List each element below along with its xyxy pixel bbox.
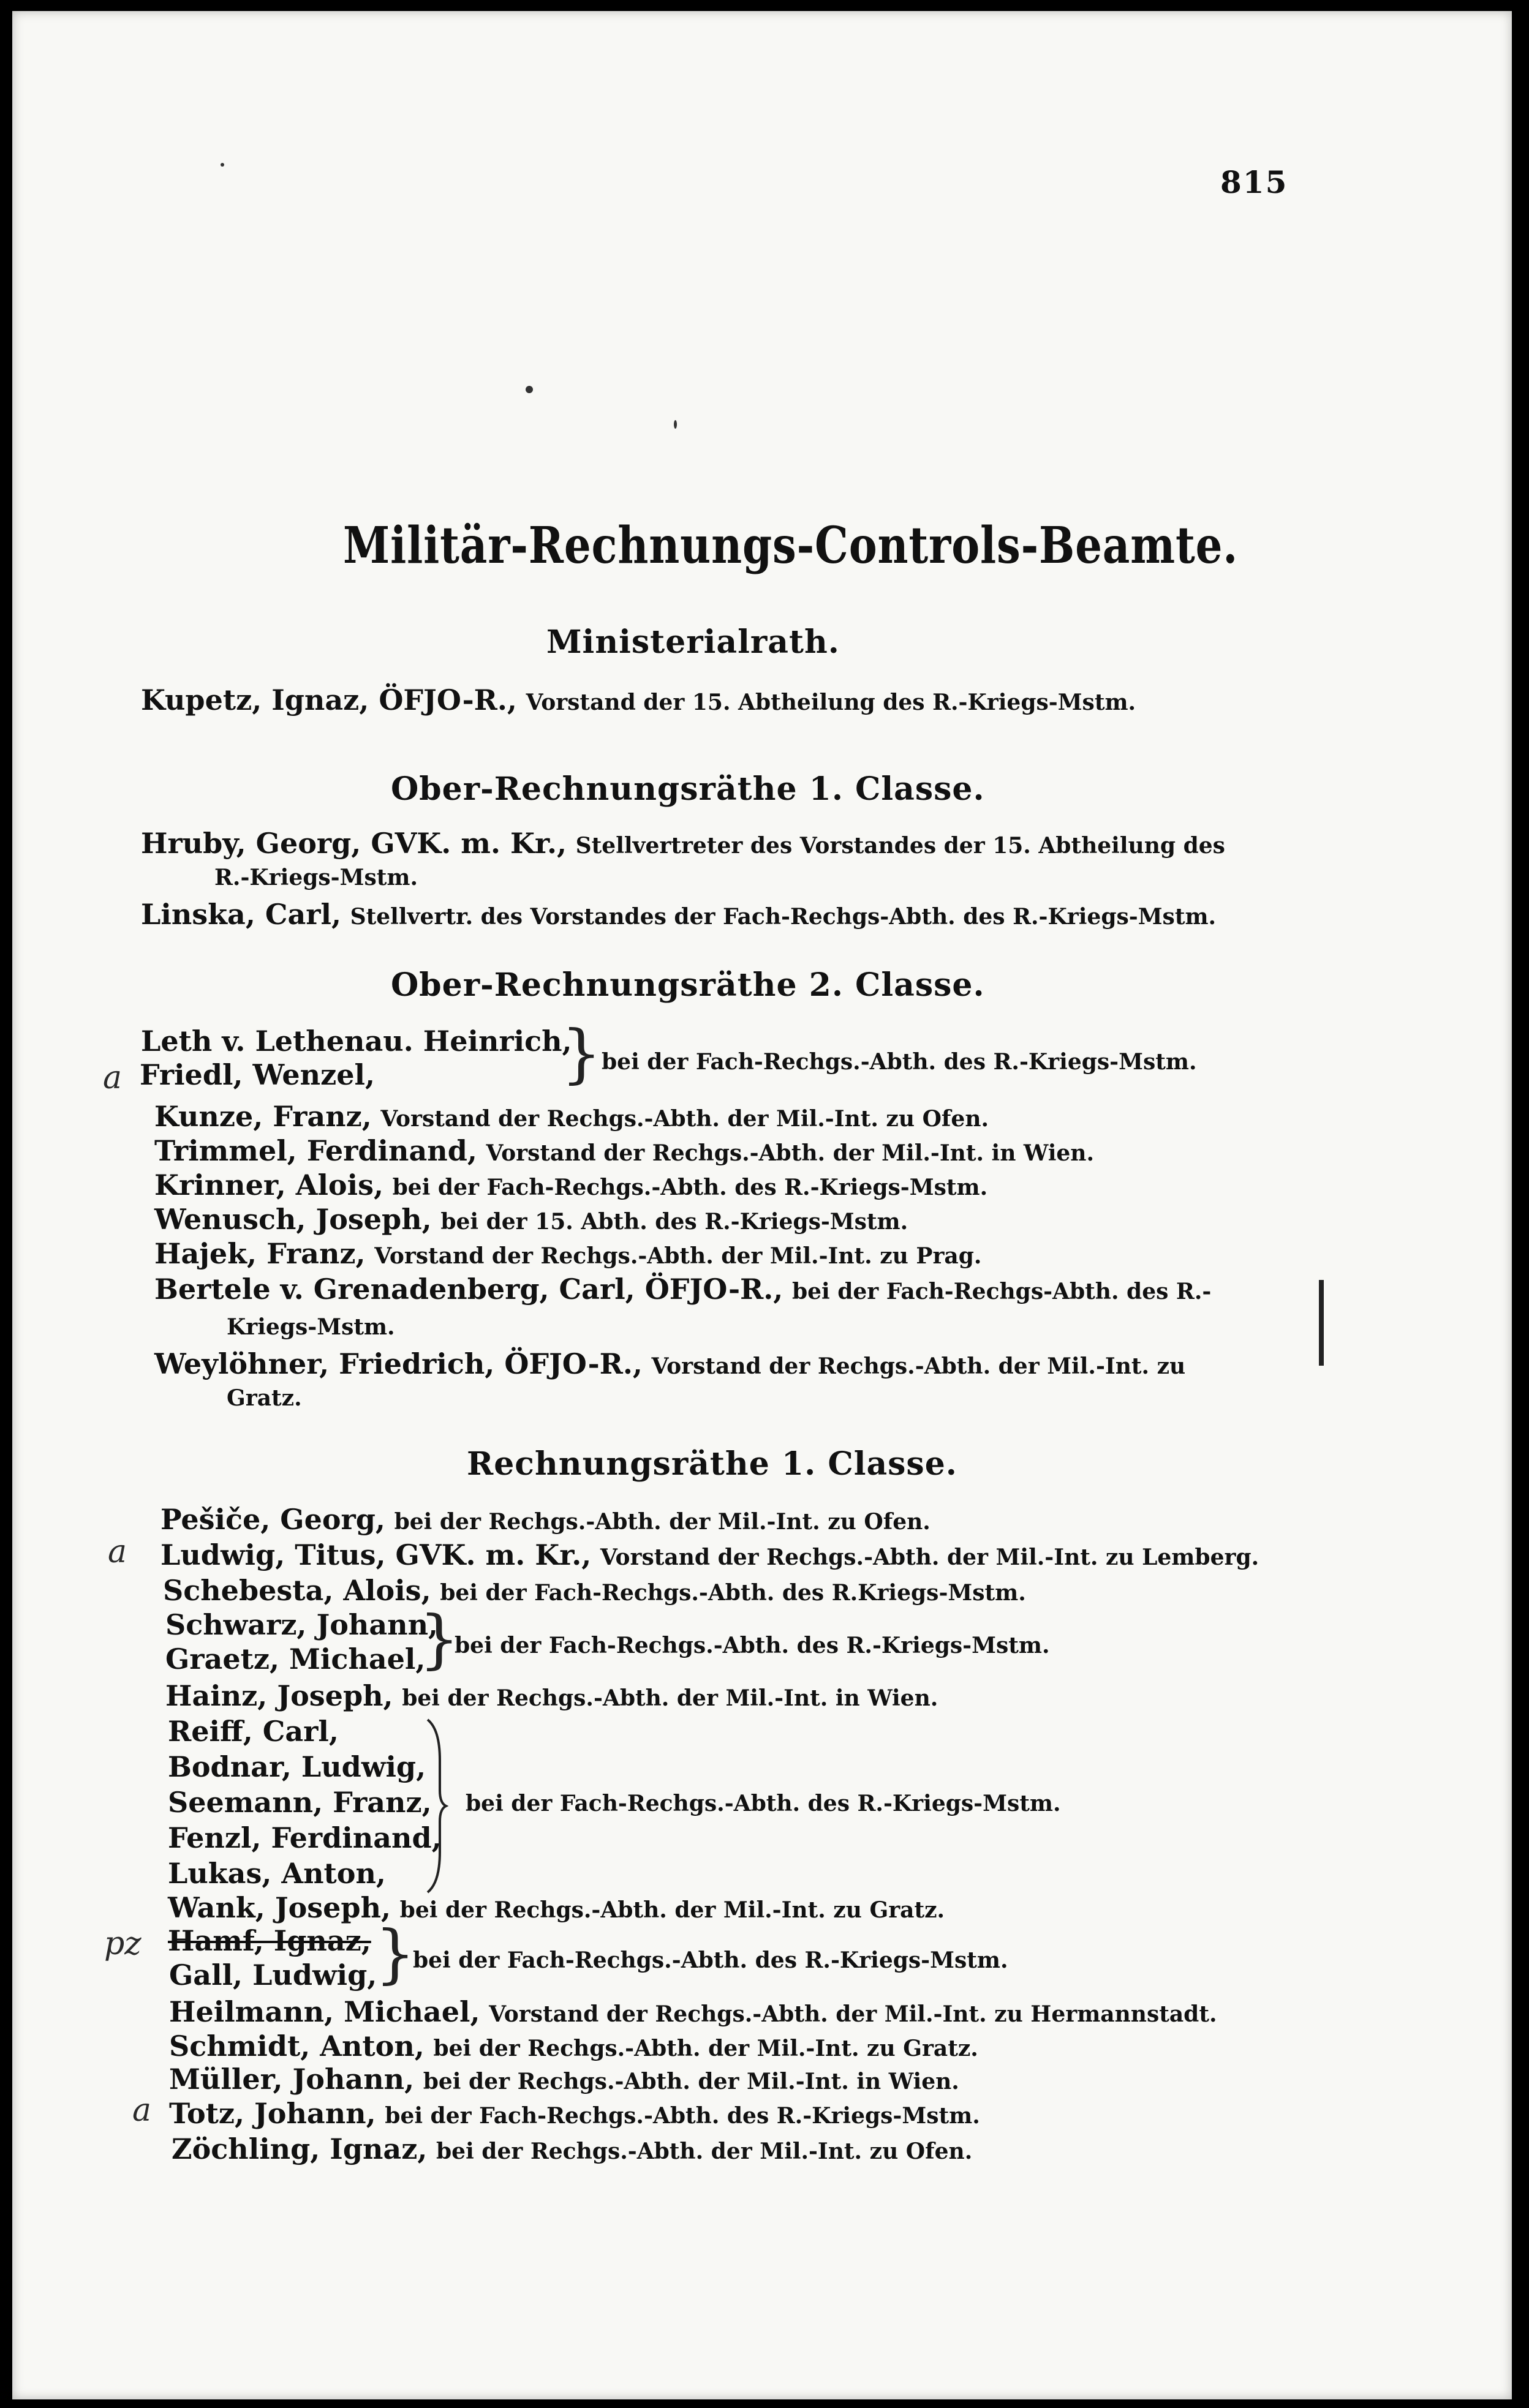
brace: } (375, 1916, 416, 1991)
section-heading: Rechnungsräthe 1. Classe. (467, 1445, 957, 1483)
group-desc: bei der Fach-Rechgs.-Abth. des R.-Kriegs-Mstm. (602, 1049, 1197, 1075)
entry-line: Schmidt, Anton, bei der Rechgs.-Abth. der Mil.-Int. zu Gratz. (169, 2030, 978, 2063)
entry-line (141, 898, 1216, 931)
speck (526, 386, 533, 393)
entry-name: Hruby, Georg, GVK. m. Kr., (141, 827, 567, 860)
group-name: Gall, Ludwig, (169, 1958, 377, 1992)
entry-line: Trimmel, Ferdinand, Vorstand der Rechgs.-Abth. der Mil.-Int. in Wien. (154, 1134, 1095, 1167)
entry-line: Weylöhner, Friedrich, ÖFJO-R., Vorstand der Rechgs.-Abth. der Mil.-Int. zu (154, 1347, 1186, 1380)
handwritten-mark: a (108, 1533, 127, 1570)
entry-line (141, 683, 1136, 717)
entry-desc-cont: R.-Kriegs-Mstm. (214, 865, 418, 890)
entry-name: Kupetz, Ignaz, ÖFJO-R., (141, 683, 517, 717)
entry-line: Hainz, Joseph, bei der Rechgs.-Abth. der Mil.-Int. in Wien. (165, 1679, 938, 1712)
speck (674, 420, 677, 429)
group-name: Leth v. Lethenau. Heinrich, (141, 1025, 572, 1058)
entry-line: Totz, Johann, bei der Fach-Rechgs.-Abth. des R.-Kriegs-Mstm. (169, 2097, 980, 2130)
brace: } (419, 1601, 460, 1676)
handwritten-mark: a (132, 2092, 152, 2129)
entry-line: Müller, Johann, bei der Rechgs.-Abth. der Mil.-Int. in Wien. (169, 2063, 959, 2096)
handwritten-mark: a (103, 1059, 123, 1096)
entry-line: Wank, Joseph, bei der Rechgs.-Abth. der Mil.-Int. zu Gratz. (168, 1891, 945, 1924)
page-number: 815 (1220, 164, 1288, 200)
entry-name: Linska, Carl, (141, 898, 342, 931)
entry-line: Kunze, Franz, Vorstand der Rechgs.-Abth. der Mil.-Int. zu Ofen. (154, 1100, 989, 1133)
group-name: Seemann, Franz, (168, 1786, 432, 1819)
tall-brace (424, 1717, 448, 1895)
entry-line: Heilmann, Michael, Vorstand der Rechgs.-Abth. der Mil.-Int. zu Hermannstadt. (169, 1995, 1217, 2028)
entry-desc-cont: Gratz. (227, 1385, 302, 1411)
entry-line: Pešiče, Georg, bei der Rechgs.-Abth. der Mil.-Int. zu Ofen. (160, 1503, 931, 1536)
page-title: Militär-Rechnungs-Controls-Beamte. (343, 516, 1239, 575)
entry-line: Bertele v. Grenadenberg, Carl, ÖFJO-R., bei der Fach-Rechgs-Abth. des R.- (154, 1273, 1212, 1306)
speck (221, 163, 224, 167)
entry-line: Wenusch, Joseph, bei der 15. Abth. des R.-Kriegs-Mstm. (154, 1203, 908, 1236)
group-name: Reiff, Carl, (168, 1715, 339, 1748)
section-heading: Ober-Rechnungsräthe 1. Classe. (391, 770, 985, 808)
group-name: Graetz, Michael, (165, 1642, 426, 1676)
entry-line: Schebesta, Alois, bei der Fach-Rechgs.-Abth. des R.Kriegs-Mstm. (163, 1574, 1026, 1607)
group-desc: bei der Fach-Rechgs.-Abth. des R.-Kriegs-Mstm. (413, 1947, 1008, 1973)
entry-line: Krinner, Alois, bei der Fach-Rechgs.-Abth. des R.-Kriegs-Mstm. (154, 1168, 988, 1202)
entry-desc: Vorstand der 15. Abtheilung des R.-Kriegs-Mstm. (526, 690, 1136, 715)
group-desc: bei der Fach-Rechgs.-Abth. des R.-Kriegs-Mstm. (455, 1633, 1050, 1658)
entry-desc: Stellvertreter des Vorstandes der 15. Abtheilung des (575, 833, 1225, 859)
group-name: Bodnar, Ludwig, (168, 1750, 426, 1783)
handwritten-mark: pz (104, 1925, 142, 1962)
section-heading: Ober-Rechnungsräthe 2. Classe. (391, 966, 985, 1004)
group-name: Hamf, Ignaz, (168, 1924, 371, 1957)
group-name: Schwarz, Johann, (165, 1608, 439, 1641)
scanned-page (12, 11, 1512, 2399)
margin-mark (1319, 1280, 1324, 1366)
entry-desc-cont: Kriegs-Mstm. (227, 1314, 395, 1340)
group-name: Fenzl, Ferdinand, (168, 1821, 442, 1854)
entry-desc: Stellvertr. des Vorstandes der Fach-Rechgs-Abth. des R.-Kriegs-Mstm. (350, 904, 1217, 930)
entry-line: Zöchling, Ignaz, bei der Rechgs.-Abth. der Mil.-Int. zu Ofen. (172, 2132, 973, 2165)
entry-line: Hajek, Franz, Vorstand der Rechgs.-Abth. der Mil.-Int. zu Prag. (154, 1237, 982, 1270)
entry-line (141, 827, 1225, 860)
group-name: Lukas, Anton, (168, 1857, 386, 1890)
brace: } (561, 1016, 602, 1091)
group-desc: bei der Fach-Rechgs.-Abth. des R.-Kriegs-Mstm. (466, 1791, 1061, 1816)
entry-line: Ludwig, Titus, GVK. m. Kr., Vorstand der Rechgs.-Abth. der Mil.-Int. zu Lemberg. (160, 1538, 1259, 1571)
group-name: Friedl, Wenzel, (140, 1058, 375, 1091)
section-heading: Ministerialrath. (546, 623, 840, 661)
